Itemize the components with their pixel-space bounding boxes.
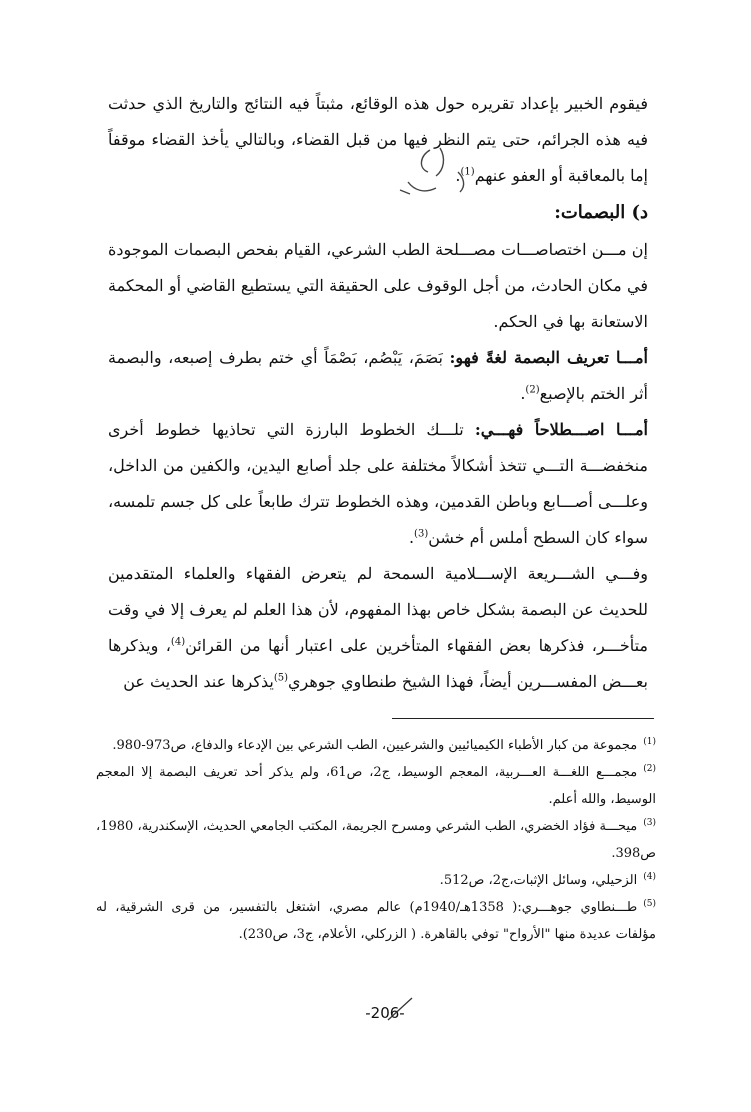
paragraph-1: فيقوم الخبير بإعداد تقريره حول هذه الوقائع، مثبتاً فيه النتائج والتاريخ الذي حدثت فيه هذه الجرائم، حتى يتم النظر فيها من قبل القضاء، وبالتالي يأخذ القضاء موقفاً إما بالمعاقبة أو العفو عنهم$^{(1)}$. [108,94,648,185]
paragraph-3: أمـــا تعريف البصمة لغةً فهو: بَصَمَ، يَبْصُم، بَصْمَاً أي ختم بطرف إصبعه، والبصمة أثر الختم بالإصبع$^{(2)}$. [108,348,648,403]
footnote-2: $^{(2)}$مجمـــع اللغـــة العـــربية، المعجم الوسيط، ج2، ص61، ولم يذكر أحد تعريف البصمة إلا المعجم الوسيط، والله أعلم. [96,763,657,807]
main-text [108,86,648,700]
footnote-5: $^{(5)}$طـــنطاوي جوهـــري:( 1358هـ/1940م) عالم مصري، اشتغل بالتفسير، من قرى الشرقية، له مؤلفات عديدة منها "الأرواح" توفي بالقاهرة. ( الزركلي، الأعلام، ج3، ص230). [96,898,656,942]
footnote-ref-4: (4) [170,636,186,648]
footnote-ref-2: (2) [525,384,540,396]
footnote-ref-3: (3) [414,528,429,540]
paragraph-2: إن مـــن اختصاصـــات مصـــلحة الطب الشرعي، القيام بفحص البصمات الموجودة في مكان الحادث، من أجل الوقوف على الحقيقة التي يستطيع القاضي أو المحكمة الاستعانة بها في الحكم. [108,240,648,331]
paragraph-5: وفـــي الشـــريعة الإســـلامية السمحة لم يتعرض الفقهاء والعلماء المتقدمين للحديث عن البصمة بشكل خاص بهذا المفهوم، لأن هذا العلم لم يعرف إلا في وقت متأخـــر، فذكرها بعض الفقهاء المتأخرين على اعتبار أنها من القرائن$^{(4)}$، ويذكرها بعـــض المفســـرين أيضاً، فهذا الشيخ طنطاوي جوهري$^{(5)}$يذكرها عند الحديث عن [108,564,649,691]
footnote-4: $^{(4)}$الزحيلي، وسائل الإثبات،ج2، ص512. [439,871,656,888]
footnote-separator [392,718,654,719]
handwritten-annotation [380,142,490,212]
footnotes [96,732,656,948]
pen-stroke-mark [382,994,418,1024]
page-number: -206- [365,1004,405,1022]
paragraph-4-lead: أمـــا اصـــطلاحاً فهـــي: [474,420,649,439]
footnote-1: $^{(1)}$مجموعة من كبار الأطباء الكيميائيين والشرعيين، الطب الشرعي بين الإدعاء والدفاع، ص973-980. [112,736,656,753]
footnote-ref-5: (5) [273,672,288,684]
paragraph-4: أمـــا اصـــطلاحاً فهـــي: تلـــك الخطوط البارزة التي تحاذيها خطوط أخرى منخفضـــة التـــي تتخذ أشكالاً مختلفة على جلد أصابع اليدين، والكفين من الداخل، وعلـــى أصـــابع وباطن القدمين، وهذه الخطوط تترك طابعاً على كل جسم تلمسه، سواء كان السطح أملس أم خشن$^{(3)}$. [108,420,649,547]
footnote-3: $^{(3)}$ميحـــة فؤاد الخضري، الطب الشرعي ومسرح الجريمة، المكتب الجامعي الحديث، الإسكندرية، 1980، ص398. [96,817,656,861]
paragraph-3-lead: أمـــا تعريف البصمة لغةً فهو: [449,348,648,367]
footnote-ref-1: (1) [460,166,475,178]
section-heading: د) البصمات: [554,202,648,223]
